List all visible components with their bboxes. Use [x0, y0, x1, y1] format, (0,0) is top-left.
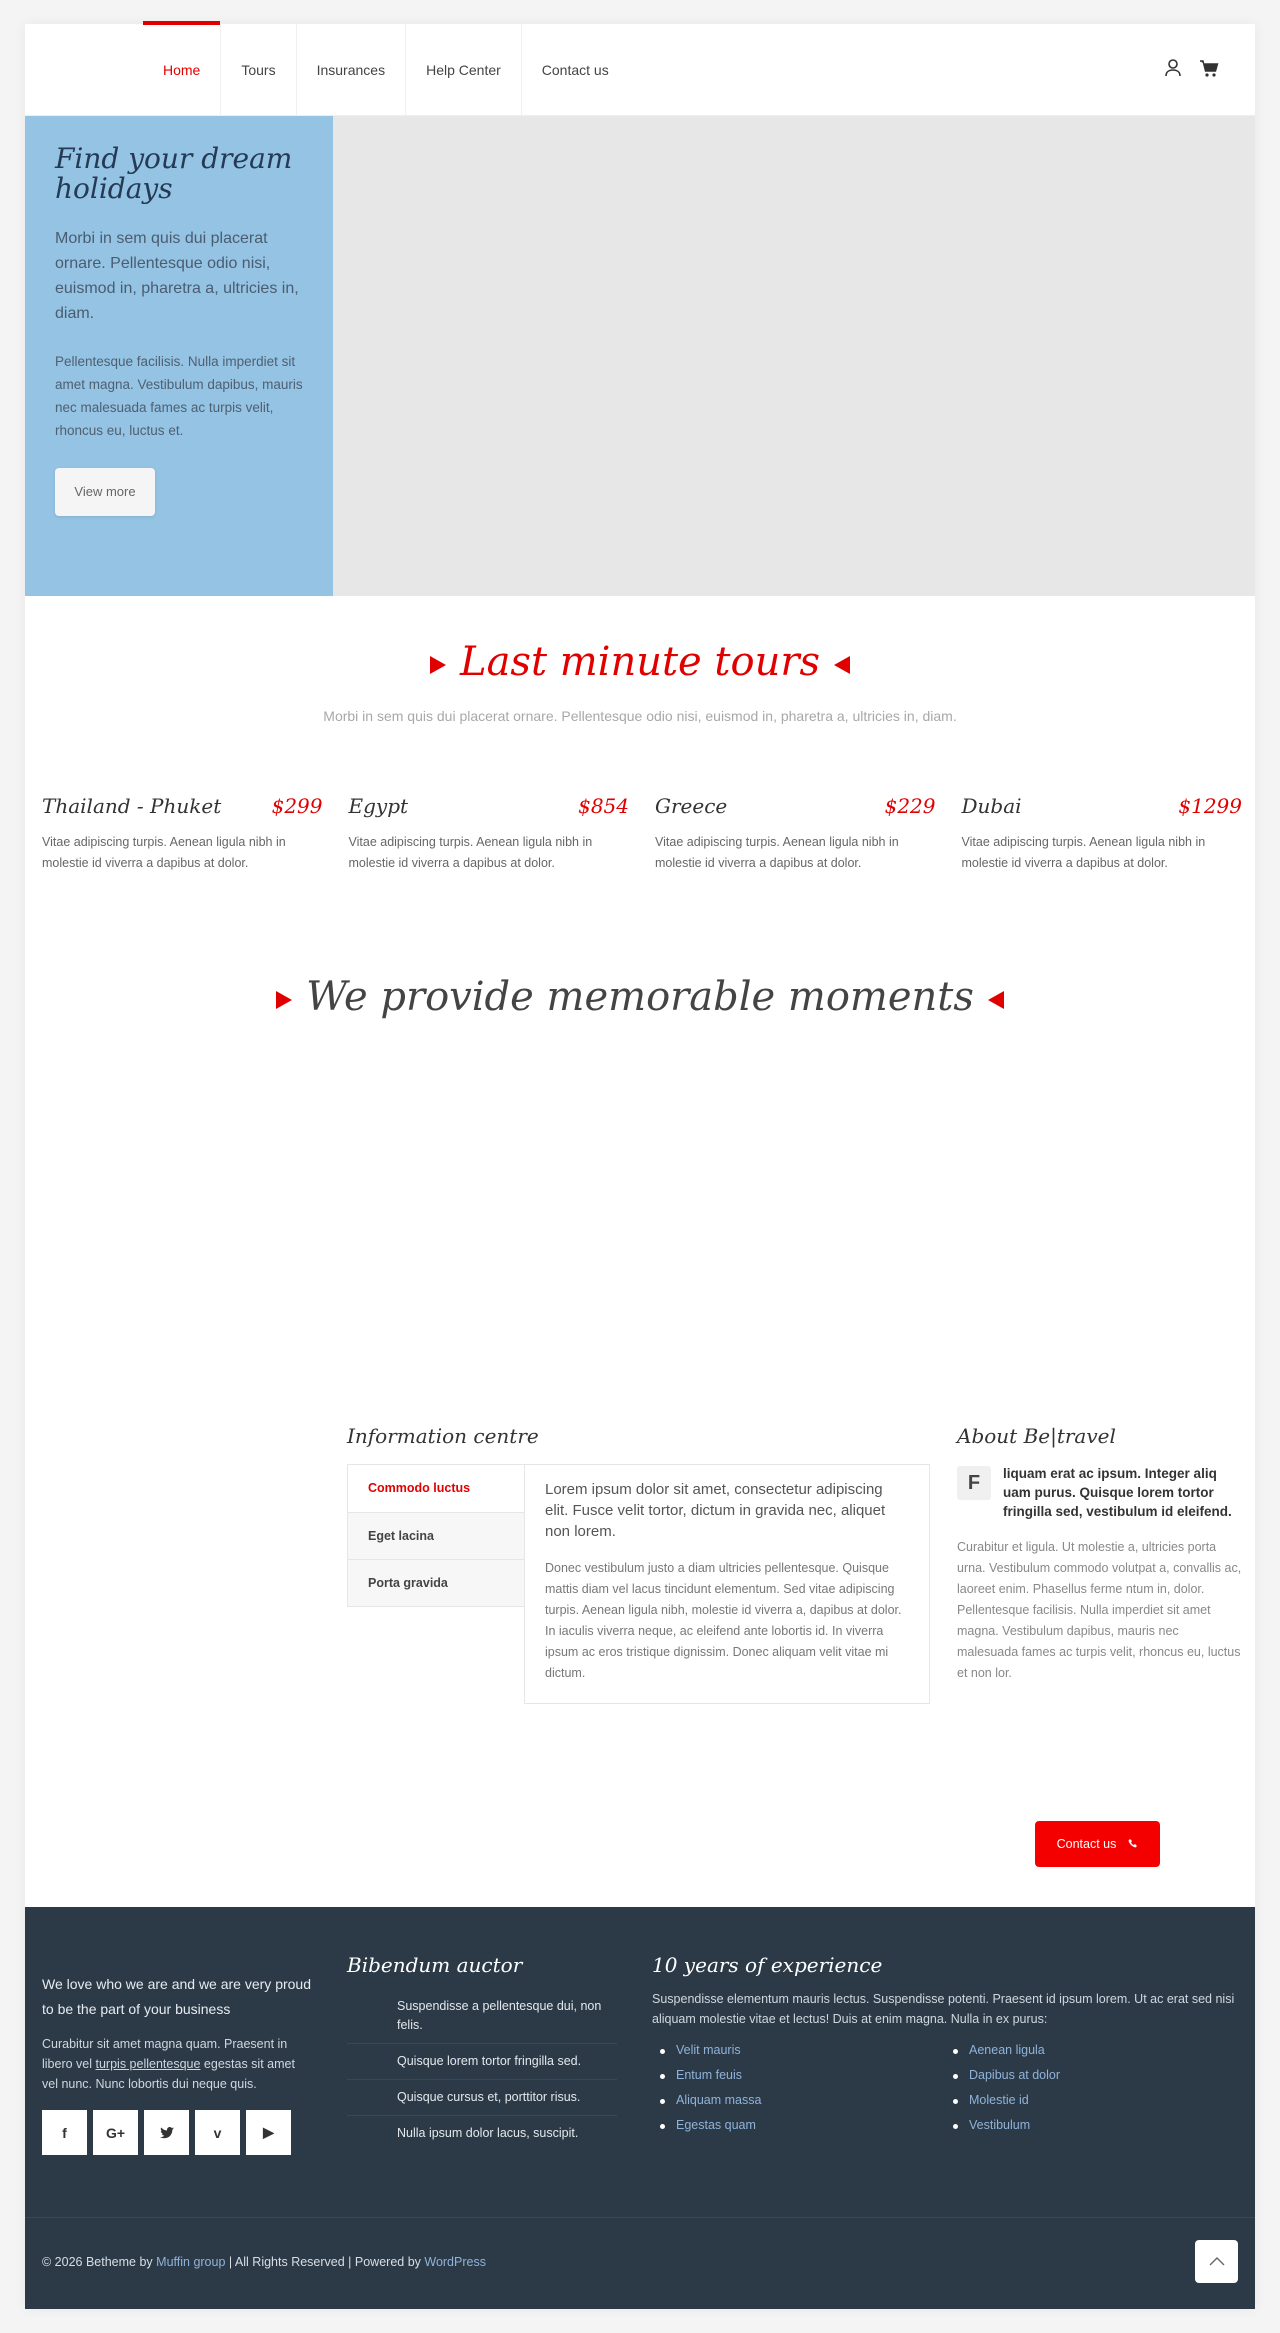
tour-name: Thailand - Phuket [42, 794, 222, 818]
tour-text: Vitae adipiscing turpis. Aenean ligula nibh in molestie id viverra a dapibus at dolor. [961, 835, 1206, 870]
arrow-right-icon [430, 656, 446, 674]
tour-price: $854 [578, 794, 629, 818]
tour-price: $299 [271, 794, 323, 818]
last-minute-title: Last minute tours [460, 639, 820, 685]
tour-name: Greece [655, 794, 728, 818]
about-text: Curabitur et ligula. Ut molestie a, ultricies porta urna. Vestibulum commodo volutpat a, convallis ac, laoreet enim. Phasellus ferme ntum in, dolor. Pellentesque facilisis. Nulla imperdiet sit amet magna. Vestibulum dapibus, mauris nec malesuada fames ac turpis velit, rhoncus eu, luctus et non lor. [957, 1540, 1242, 1680]
footer-about [42, 1972, 312, 2155]
hero-section [25, 116, 1255, 596]
muffin-group-link[interactable]: Muffin group [156, 2255, 226, 2269]
tab-commodo-luctus[interactable]: Commodo luctus [348, 1465, 524, 1512]
last-minute-heading [25, 639, 1255, 685]
tour-card[interactable] [349, 794, 630, 874]
footer-col2-title: Bibendum auctor [347, 1953, 523, 1977]
tab-porta-gravida[interactable]: Porta gravida [348, 1559, 524, 1606]
footer-divider [25, 2217, 1255, 2218]
about-intro [957, 1464, 1242, 1521]
hero-panel [25, 116, 333, 596]
view-more-button[interactable]: View more [55, 468, 155, 516]
footer-links [652, 2043, 1242, 2132]
footer-link[interactable]: Velit mauris [652, 2043, 945, 2057]
pane-text: Donec vestibulum justo a diam ultricies pellentesque. Quisque mattis diam vel lacus tincidunt elementum. Sed vitae adipiscing turpis. Aenean ligula nibh, molestie id viverra a, dapibus at dolor. In iaculis viverra neque, ac eleifend ante lobortis id. In viverra ipsum ac eros tristique dignissim. Donec aliquam velit vitae mi dictum. [545, 1561, 902, 1680]
tour-card[interactable] [655, 794, 936, 874]
main-nav [143, 24, 629, 116]
tab-pane [524, 1464, 930, 1704]
list-item: Nulla ipsum dolor lacus, suscipit. [397, 2126, 579, 2140]
footer-bibendum [347, 1953, 617, 2151]
footer-text [42, 2034, 312, 2094]
copyright [42, 2255, 486, 2269]
moments-heading [25, 974, 1255, 1020]
site-footer [25, 1907, 1255, 2309]
wordpress-link[interactable]: WordPress [424, 2255, 486, 2269]
dropcap: F [957, 1466, 991, 1500]
footer-experience [652, 1953, 1242, 2132]
vimeo-icon[interactable]: v [195, 2110, 240, 2155]
contact-us-label: Contact us [1056, 1837, 1117, 1851]
list-item: Quisque lorem tortor fringilla sed. [347, 2044, 617, 2080]
footer-link[interactable]: Entum feuis [652, 2068, 945, 2082]
tour-name: Egypt [348, 794, 409, 818]
footer-col3-title: 10 years of experience [652, 1953, 883, 1977]
footer-text-part: Curabitur sit amet magna quam. Praesent in libero vel [42, 2037, 288, 2071]
page-frame [25, 24, 1255, 2309]
tour-price: $1299 [1178, 794, 1242, 818]
last-minute-subtitle: Morbi in sem quis dui placerat ornare. Pellentesque odio nisi, euismod in, pharetra a, ultricies in, diam. [323, 708, 957, 724]
hero-title: Find your dream holidays [55, 142, 293, 205]
nav-item-insurances[interactable]: Insurances [297, 24, 406, 116]
copyright-text: © 2026 Betheme by [42, 2255, 157, 2269]
pane-lead: Lorem ipsum dolor sit amet, consectetur adipiscing elit. Fusce velit tortor, dictum in gravida nec, aliquet non lorem. [545, 1481, 886, 1540]
tour-card[interactable] [962, 794, 1243, 874]
tab-eget-lacina[interactable]: Eget lacina [348, 1512, 524, 1559]
back-to-top-button[interactable] [1195, 2240, 1238, 2283]
facebook-icon[interactable]: f [42, 2110, 87, 2155]
moments-title: We provide memorable moments [306, 974, 974, 1020]
tour-list [42, 794, 1242, 874]
footer-link[interactable]: Aliquam massa [652, 2093, 945, 2107]
tab-list [347, 1464, 525, 1607]
footer-link[interactable]: Dapibus at dolor [945, 2068, 1238, 2082]
footer-col2-list [347, 1989, 617, 2151]
social-links [42, 2110, 312, 2155]
footer-lead: We love who we are and we are very proud to be the part of your business [42, 1976, 311, 2017]
hero-text: Pellentesque facilisis. Nulla imperdiet sit amet magna. Vestibulum dapibus, mauris nec malesuada fames ac turpis velit, rhoncus eu, luctus et. [55, 354, 303, 438]
info-title: Information centre [347, 1424, 539, 1448]
about-title: About Be|travel [957, 1424, 1116, 1448]
header-icons [1163, 58, 1219, 78]
site-header [25, 24, 1255, 116]
information-centre [347, 1424, 930, 1704]
tour-text: Vitae adipiscing turpis. Aenean ligula nibh in molestie id viverra a dapibus at dolor. [42, 835, 286, 870]
list-item: Quisque cursus et, porttitor risus. [347, 2080, 617, 2116]
tour-text: Vitae adipiscing turpis. Aenean ligula nibh in molestie id viverra a dapibus at dolor. [348, 835, 593, 870]
arrow-left-icon [834, 656, 850, 674]
google-plus-icon[interactable]: G+ [93, 2110, 138, 2155]
tour-text: Vitae adipiscing turpis. Aenean ligula nibh in molestie id viverra a dapibus at dolor. [655, 835, 899, 870]
tour-price: $229 [884, 794, 936, 818]
tour-card[interactable] [42, 794, 323, 874]
twitter-icon[interactable] [144, 2110, 189, 2155]
list-item: Suspendisse a pellentesque dui, non felis. [347, 1989, 617, 2044]
nav-item-contact[interactable]: Contact us [541, 62, 609, 78]
arrow-right-icon [276, 991, 292, 1009]
nav-item-home[interactable]: Home [143, 24, 221, 116]
nav-item-tours[interactable]: Tours [221, 24, 296, 116]
about-bold-text: liquam erat ac ipsum. Integer aliq uam purus. Quisque lorem tortor fringilla sed, vestibulum id eleifend. [1003, 1466, 1232, 1519]
footer-text-part: egestas sit amet vel nunc. Nunc lobortis dui neque quis. [42, 2057, 295, 2091]
footer-inline-link[interactable]: turpis pellentesque [95, 2057, 201, 2071]
nav-item-help-center[interactable]: Help Center [406, 24, 522, 116]
copyright-text: | All Rights Reserved | Powered by [225, 2255, 425, 2269]
footer-link[interactable]: Vestibulum [945, 2118, 1238, 2132]
about-section [957, 1424, 1242, 1684]
footer-link[interactable]: Egestas quam [652, 2118, 945, 2132]
footer-col3-text: Suspendisse elementum mauris lectus. Suspendisse potenti. Praesent id ipsum lorem. Ut ac erat sed nisi aliquam molestie vitae et lectus! Duis at enim magna. Nulla in ex purus: [652, 1992, 1235, 2026]
contact-us-button[interactable] [1035, 1821, 1160, 1867]
youtube-icon[interactable]: ▶ [246, 2110, 291, 2155]
phone-icon [1128, 1837, 1138, 1851]
chevron-up-icon [1209, 2253, 1225, 2271]
hero-lead: Morbi in sem quis dui placerat ornare. Pellentesque odio nisi, euismod in, pharetra a, ultricies in, diam. [55, 230, 299, 322]
footer-link[interactable]: Aenean ligula [945, 2043, 1238, 2057]
info-tabs [347, 1464, 930, 1704]
tour-name: Dubai [961, 794, 1022, 818]
cart-icon[interactable] [1199, 58, 1219, 78]
user-icon[interactable] [1163, 58, 1183, 78]
arrow-left-icon [988, 991, 1004, 1009]
footer-link[interactable]: Molestie id [945, 2093, 1238, 2107]
